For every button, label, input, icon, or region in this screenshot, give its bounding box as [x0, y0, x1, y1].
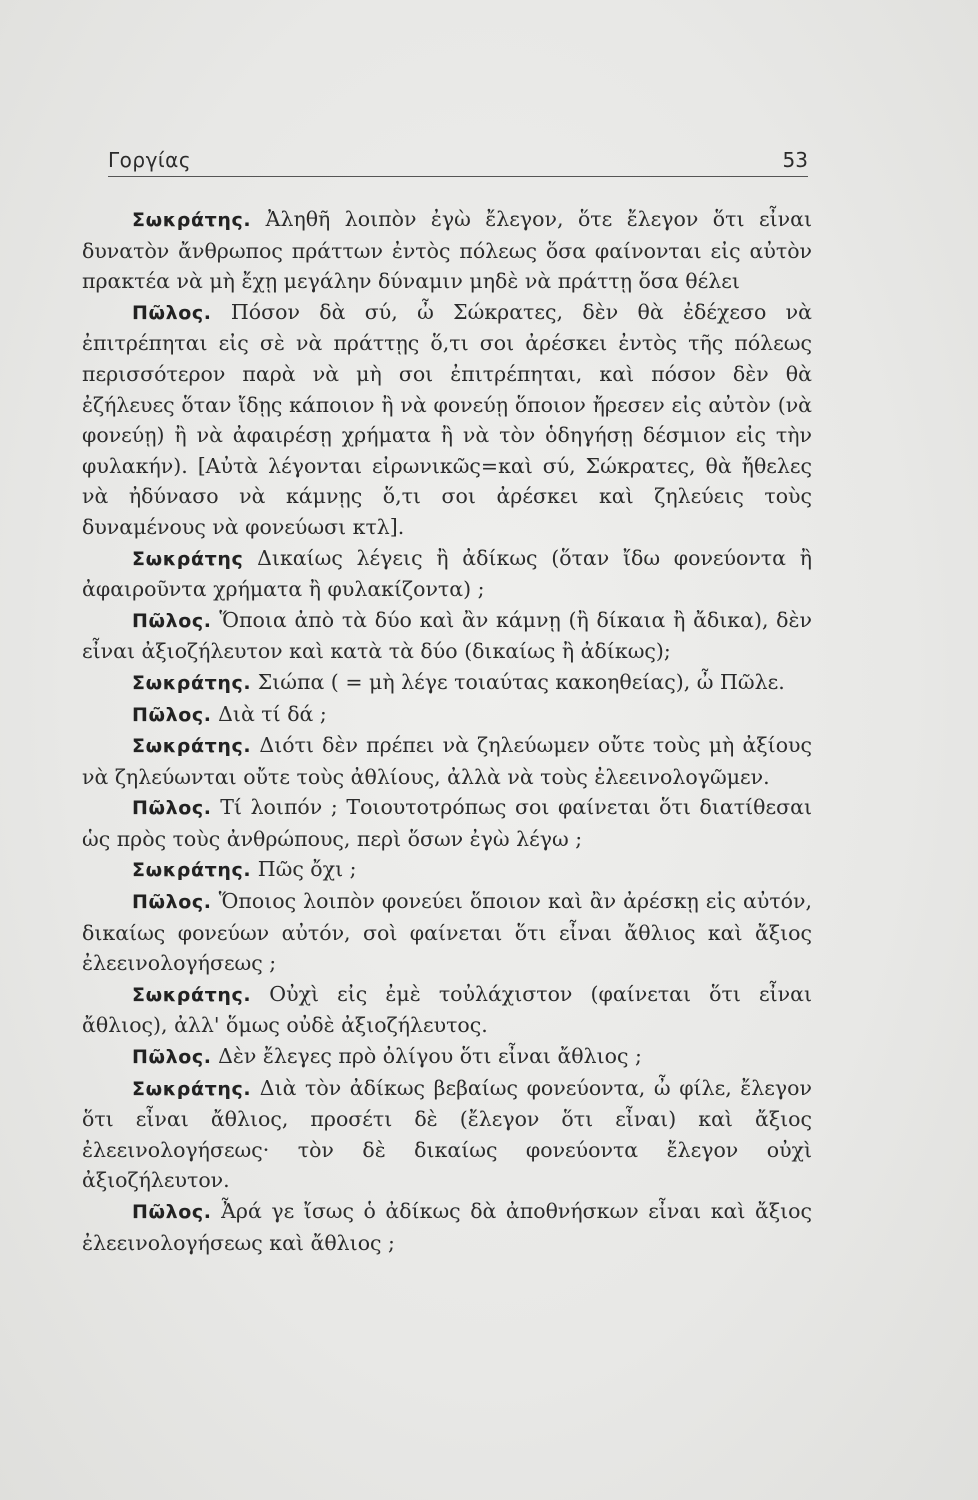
dialogue-paragraph [82, 543, 812, 605]
dialogue-paragraph [82, 605, 812, 667]
running-header [108, 148, 808, 176]
dialogue-paragraph [82, 1196, 812, 1258]
speech-text: Διότι δὲν πρέπει νὰ ζηλεύωμεν οὔτε τοὺς μὴ ἀξίους νὰ ζηλεύωνται οὔτε τοὺς ἀθλίους, ἀλλὰ νὰ τοὺς ἐλεεινολογῶμεν. [82, 733, 812, 789]
speaker-label: Σωκράτης. [132, 671, 252, 694]
speaker-label: Σωκράτης. [132, 735, 252, 758]
speech-text: Δικαίως λέγεις ἢ ἀδίκως (ὅταν ἴδω φονεύοντα ἢ ἀφαιροῦντα χρήματα ἢ φυλακίζοντα) ; [82, 545, 812, 602]
speaker-label: Σωκράτης. [132, 859, 252, 882]
speech-text: Ἀληθῆ λοιπὸν ἐγὼ ἔλεγον, ὅτε ἔλεγον ὅτι εἶναι δυνατὸν ἄνθρωπος πράττων ἐντὸς πόλεως ὅσα φαίνονται εἰς αὐτὸν πρακτέα νὰ μὴ ἔχῃ μεγάλην δύναμιν μηδὲ νὰ πράττῃ ὅσα θέλει [82, 207, 812, 294]
speaker-label: Πῶλος. [132, 1046, 212, 1069]
dialogue-paragraph [82, 297, 812, 543]
speaker-label: Σωκράτης. [132, 209, 252, 231]
dialogue-text [82, 204, 812, 1258]
speaker-label: Πῶλος. [132, 1201, 212, 1223]
dialogue-paragraph [82, 730, 812, 792]
dialogue-paragraph [82, 854, 812, 886]
speech-text: Δὲν ἔλεγες πρὸ ὀλίγου ὅτι εἶναι ἄθλιος ; [218, 1044, 642, 1069]
header-rule [108, 176, 808, 177]
speaker-label: Σωκράτης. [132, 983, 252, 1006]
speaker-label: Πῶλος. [132, 891, 212, 914]
speech-text: Σιώπα ( = μὴ λέγε τοιαύτας κακοηθείας), ὦ Πῶλε. [257, 669, 785, 694]
page-number: 53 [782, 148, 808, 172]
speech-text: Τί λοιπόν ; Τοιουτοτρόπως σοι φαίνεται ὅτι διατίθεσαι ὡς πρὸς τοὺς ἀνθρώπους, περὶ ὅσων ἐγὼ λέγω ; [82, 795, 812, 851]
speech-text: Ὅποιος λοιπὸν φονεύει ὅποιον καὶ ἂν ἀρέσκῃ εἰς αὐτόν, δικαίως φονεύων αὐτόν, σοὶ φαίνεται ὅτι εἶναι ἄθλιος καὶ ἄξιος ἐλεεινολογήσεως ; [82, 889, 812, 976]
running-title: Γοργίας [108, 148, 192, 172]
speaker-label: Σωκράτης. [132, 1077, 252, 1100]
dialogue-paragraph [82, 699, 812, 731]
speech-text: Οὐχὶ εἰς ἐμὲ τοὐλάχιστον (φαίνεται ὅτι εἶναι ἄθλιος), ἀλλ' ὅμως οὐδὲ ἀξιοζήλευτος. [82, 981, 812, 1038]
speech-text: Ἆρά γε ἴσως ὁ ἀδίκως δὰ ἀποθνήσκων εἶναι καὶ ἄξιος ἐλεεινολογήσεως καὶ ἄθλιος ; [82, 1199, 812, 1255]
speech-text: Πῶς ὄχι ; [257, 857, 357, 882]
speech-text: Διὰ τὸν ἀδίκως βεβαίως φονεύοντα, ὦ φίλε, ἔλεγον ὅτι εἶναι ἄθλιος, προσέτι δὲ (ἔλεγον ὅτι εἶναι) καὶ ἄξιος ἐλεεινολογήσεως· τὸν δὲ δικαίως φονεύοντα ἔλεγον οὐχὶ ἀξιοζήλευτον. [82, 1075, 812, 1193]
speaker-label: Πῶλος. [132, 703, 212, 726]
speech-text: Διὰ τί δά ; [218, 701, 327, 726]
speech-text: Ὅποια ἀπὸ τὰ δύο καὶ ἂν κάμνῃ (ἢ δίκαια ἢ ἄδικα), δὲν εἶναι ἀξιοζήλευτον καὶ κατὰ τὰ δύο (δικαίως ἢ ἀδίκως); [82, 607, 812, 664]
dialogue-paragraph [82, 886, 812, 979]
speech-text: Πόσον δὰ σύ, ὦ Σώκρατες, δὲν θὰ ἐδέχεσο νὰ ἐπιτρέπηται εἰς σὲ νὰ πράττῃς ὅ,τι σοι ἀρέσκει ἐντὸς τῆς πόλεως περισσότερον παρὰ νὰ μὴ σοι ἐπιτρέπηται, καὶ πόσον δὲν θὰ ἐζήλευες ὅταν ἴδῃς κάποιον ἢ νὰ φονεύῃ ὅποιον ἤρεσεν εἰς αὐτὸν (νὰ φονεύῃ) ἢ νὰ ἀφαιρέσῃ χρήματα ἢ νὰ τὸν ὁδηγήσῃ δέσμιον εἰς τὴν φυλακήν). [Αὐτὰ λέγονται εἰρωνικῶς=καὶ σύ, Σώκρατες, θὰ ἤθελες νὰ ἠδύνασο νὰ κάμνῃς ὅ,τι σοι ἀρέσκει καὶ ζηλεύεις τοὺς δυναμένους νὰ φονεύωσι κτλ]. [82, 299, 812, 539]
dialogue-paragraph [82, 204, 812, 297]
speaker-label: Πῶλος. [132, 797, 212, 820]
speaker-label: Πῶλος. [132, 301, 212, 324]
dialogue-paragraph [82, 667, 812, 699]
dialogue-paragraph [82, 1041, 812, 1073]
dialogue-paragraph [82, 1073, 812, 1196]
speaker-label: Πῶλος. [132, 609, 212, 632]
speaker-label: Σωκράτης [132, 547, 244, 570]
dialogue-paragraph [82, 792, 812, 854]
dialogue-paragraph [82, 979, 812, 1041]
